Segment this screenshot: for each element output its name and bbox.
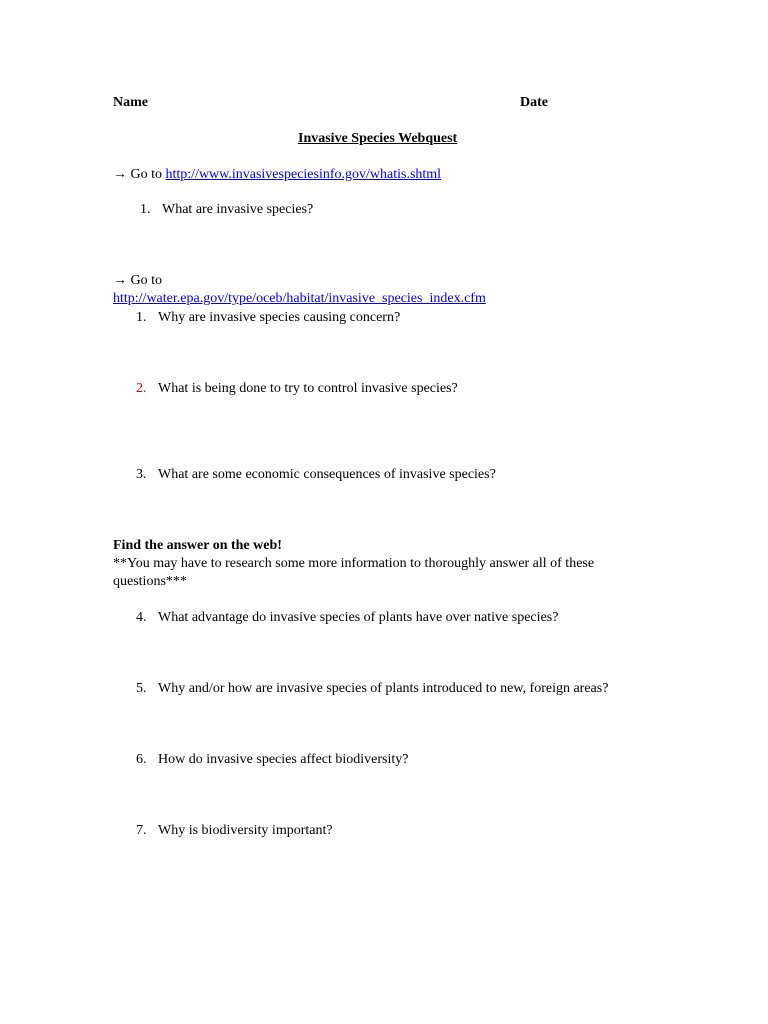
arrow-icon: → (113, 273, 127, 288)
question-number: 2. (136, 381, 147, 396)
question-text: What is being done to try to control invasive species? (158, 381, 458, 396)
question-number: 3. (136, 467, 147, 482)
go-to-line-2 (113, 272, 162, 290)
question-text: What are some economic consequences of invasive species? (158, 467, 496, 482)
go-to-label: Go to (130, 167, 162, 182)
section-heading: Find the answer on the web! (113, 538, 282, 553)
go-to-line-1 (113, 166, 441, 184)
question-item (136, 609, 558, 627)
date-label: Date (520, 95, 548, 110)
question-item (136, 822, 333, 840)
question-item (136, 466, 496, 484)
question-text: Why and/or how are invasive species of plants introduced to new, foreign areas? (158, 681, 609, 696)
epa-invasive-species-link[interactable]: http://water.epa.gov/type/oceb/habitat/invasive_species_index.cfm (113, 291, 486, 306)
question-number: 1. (136, 310, 147, 325)
question-item (140, 201, 313, 219)
question-text: What advantage do invasive species of plants have over native species? (158, 610, 559, 625)
name-label: Name (113, 95, 148, 110)
arrow-icon: → (113, 167, 127, 182)
question-text: Why is biodiversity important? (158, 823, 333, 838)
question-text: Why are invasive species causing concern? (158, 310, 401, 325)
research-note-line2: questions*** (113, 574, 187, 589)
question-number: 6. (136, 752, 147, 767)
question-item (136, 751, 409, 769)
question-text: How do invasive species affect biodiversity? (158, 752, 409, 767)
question-number: 4. (136, 610, 147, 625)
research-note-line1: **You may have to research some more information to thoroughly answer all of these (113, 556, 595, 571)
question-number: 5. (136, 681, 147, 696)
question-item (136, 380, 458, 398)
epa-link-line (113, 290, 486, 308)
go-to-label: Go to (130, 273, 162, 288)
question-number: 7. (136, 823, 147, 838)
question-item (136, 309, 400, 327)
question-number: 1. (140, 202, 151, 217)
page-title: Invasive Species Webquest (298, 131, 458, 146)
question-text: What are invasive species? (162, 202, 314, 217)
invasivespeciesinfo-link[interactable]: http://www.invasivespeciesinfo.gov/whatis.shtml (165, 167, 442, 182)
question-item (136, 680, 608, 698)
